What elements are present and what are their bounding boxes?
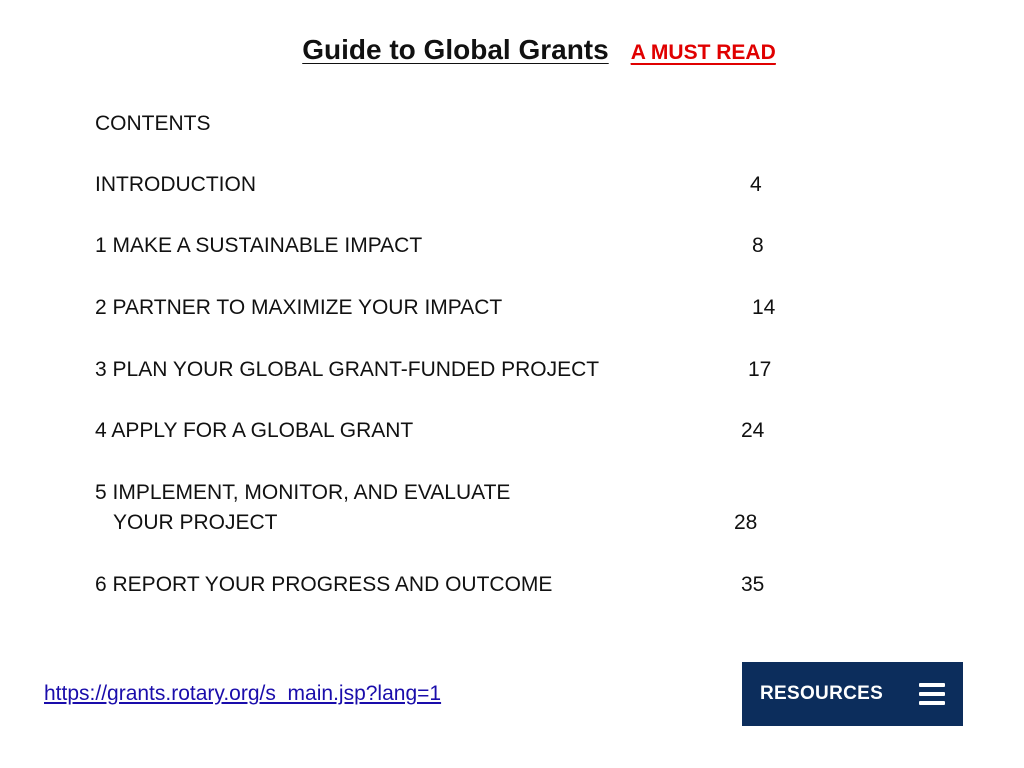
toc-entry-chapter-2 xyxy=(95,296,815,326)
toc-entry-chapter-3 xyxy=(95,358,815,388)
contents-heading: CONTENTS xyxy=(95,112,211,135)
grants-portal-link[interactable]: https://grants.rotary.org/s_main.jsp?lang=1 xyxy=(44,682,442,705)
toc-entry-page: 28 xyxy=(734,511,758,534)
toc-entry-label: INTRODUCTION xyxy=(95,173,256,196)
toc-entry-chapter-6 xyxy=(95,573,815,603)
toc-entry-label: 1 MAKE A SUSTAINABLE IMPACT xyxy=(95,234,423,257)
toc-entry-label: 4 APPLY FOR A GLOBAL GRANT xyxy=(95,419,414,442)
title-underline-group xyxy=(302,34,776,66)
toc-entry-label-continued: YOUR PROJECT xyxy=(113,511,278,534)
resources-label: RESOURCES xyxy=(760,683,884,704)
toc-entry-chapter-4 xyxy=(95,419,815,449)
toc-entry-page: 17 xyxy=(748,358,772,381)
must-read-tag: A MUST READ xyxy=(630,41,776,64)
toc-entry-page: 24 xyxy=(741,419,765,442)
toc-entry-label: 6 REPORT YOUR PROGRESS AND OUTCOME xyxy=(95,573,553,596)
toc-entry-label: 3 PLAN YOUR GLOBAL GRANT-FUNDED PROJECT xyxy=(95,358,600,381)
hamburger-menu-icon[interactable] xyxy=(919,683,945,705)
toc-entry-label: 2 PARTNER TO MAXIMIZE YOUR IMPACT xyxy=(95,296,503,319)
toc-entry-page: 4 xyxy=(750,173,762,196)
toc-entry-label: 5 IMPLEMENT, MONITOR, AND EVALUATE xyxy=(95,481,511,504)
toc-entry-chapter-5 xyxy=(95,481,815,541)
toc-entry-chapter-1 xyxy=(95,234,815,264)
toc-entry-page: 14 xyxy=(752,296,776,319)
toc-entry-page: 8 xyxy=(752,234,764,257)
page-title xyxy=(0,34,1024,66)
resources-button[interactable] xyxy=(742,662,963,726)
toc-entry-page: 35 xyxy=(741,573,765,596)
document-title: Guide to Global Grants xyxy=(302,34,609,65)
toc-entry-introduction xyxy=(95,173,815,203)
